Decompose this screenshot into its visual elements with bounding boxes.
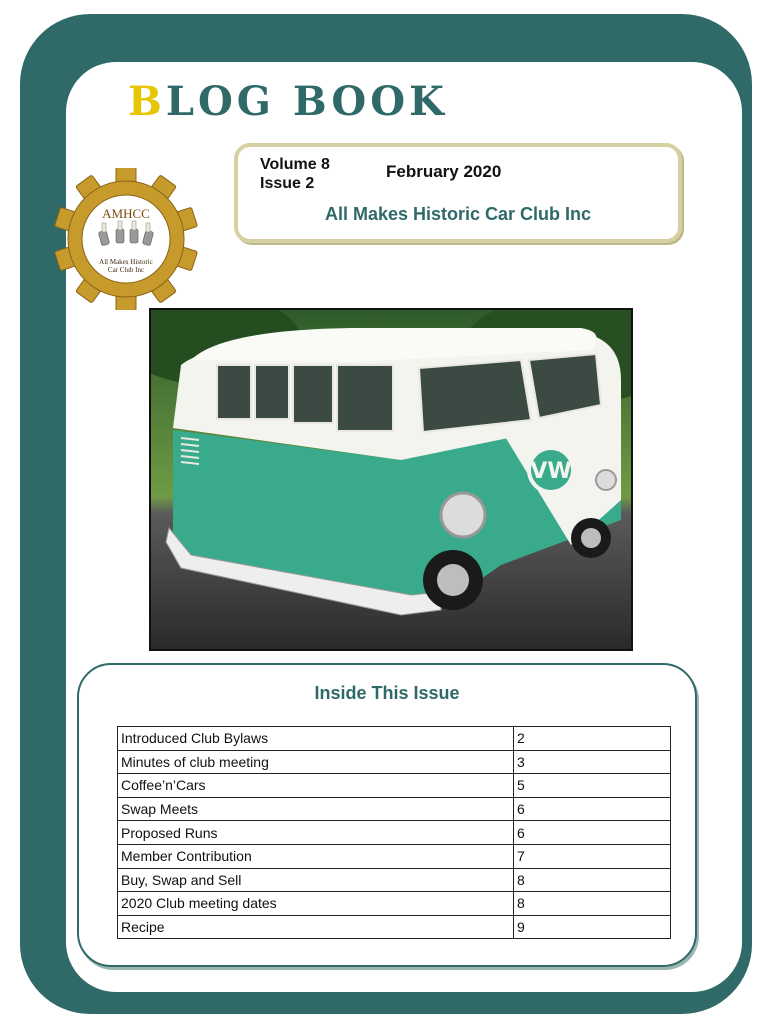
volume-issue (260, 155, 330, 193)
page-number: 6 (514, 797, 671, 821)
logo-abbreviation: AMHCC (102, 206, 150, 221)
article-title: Member Contribution (118, 844, 514, 868)
issue-label: Issue 2 (260, 175, 315, 192)
page-number: 9 (514, 915, 671, 939)
table-row (118, 821, 671, 845)
article-title: Recipe (118, 915, 514, 939)
table-row (118, 892, 671, 916)
cover-photo-vw-bus (149, 308, 633, 651)
logo-name-line1: All Makes Historic (99, 258, 153, 266)
article-title: Buy, Swap and Sell (118, 868, 514, 892)
article-title: Proposed Runs (118, 821, 514, 845)
table-row (118, 915, 671, 939)
contents-table (117, 726, 671, 939)
article-title: Swap Meets (118, 797, 514, 821)
table-row (118, 774, 671, 798)
article-title: Coffee’n’Cars (118, 774, 514, 798)
title-rest: LOG BOOK (165, 78, 448, 125)
page-number: 8 (514, 868, 671, 892)
newsletter-title (128, 80, 628, 124)
club-gear-logo (50, 168, 202, 310)
table-row (118, 727, 671, 751)
issue-date: February 2020 (386, 162, 502, 181)
issue-info-box (234, 143, 682, 243)
gear-icon (50, 168, 202, 310)
logo-club-name (50, 258, 202, 274)
club-name: All Makes Historic Car Club Inc (324, 204, 592, 224)
title-first-letter: B (128, 78, 166, 125)
table-row (118, 750, 671, 774)
table-row (118, 797, 671, 821)
vw-bus-image (151, 310, 631, 649)
page-number: 6 (514, 821, 671, 845)
page-number: 2 (514, 727, 671, 751)
table-row (118, 844, 671, 868)
page-number: 7 (514, 844, 671, 868)
logo-name-line2: Car Club Inc (107, 266, 145, 274)
inside-this-issue-panel (77, 663, 697, 967)
contents-heading: Inside This Issue (314, 683, 460, 703)
article-title: Minutes of club meeting (118, 750, 514, 774)
svg-text:VW: VW (530, 459, 572, 484)
table-row (118, 868, 671, 892)
article-title: Introduced Club Bylaws (118, 727, 514, 751)
article-title: 2020 Club meeting dates (118, 892, 514, 916)
page-number: 5 (514, 774, 671, 798)
page-number: 8 (514, 892, 671, 916)
page-number: 3 (514, 750, 671, 774)
volume-label: Volume 8 (260, 156, 330, 173)
